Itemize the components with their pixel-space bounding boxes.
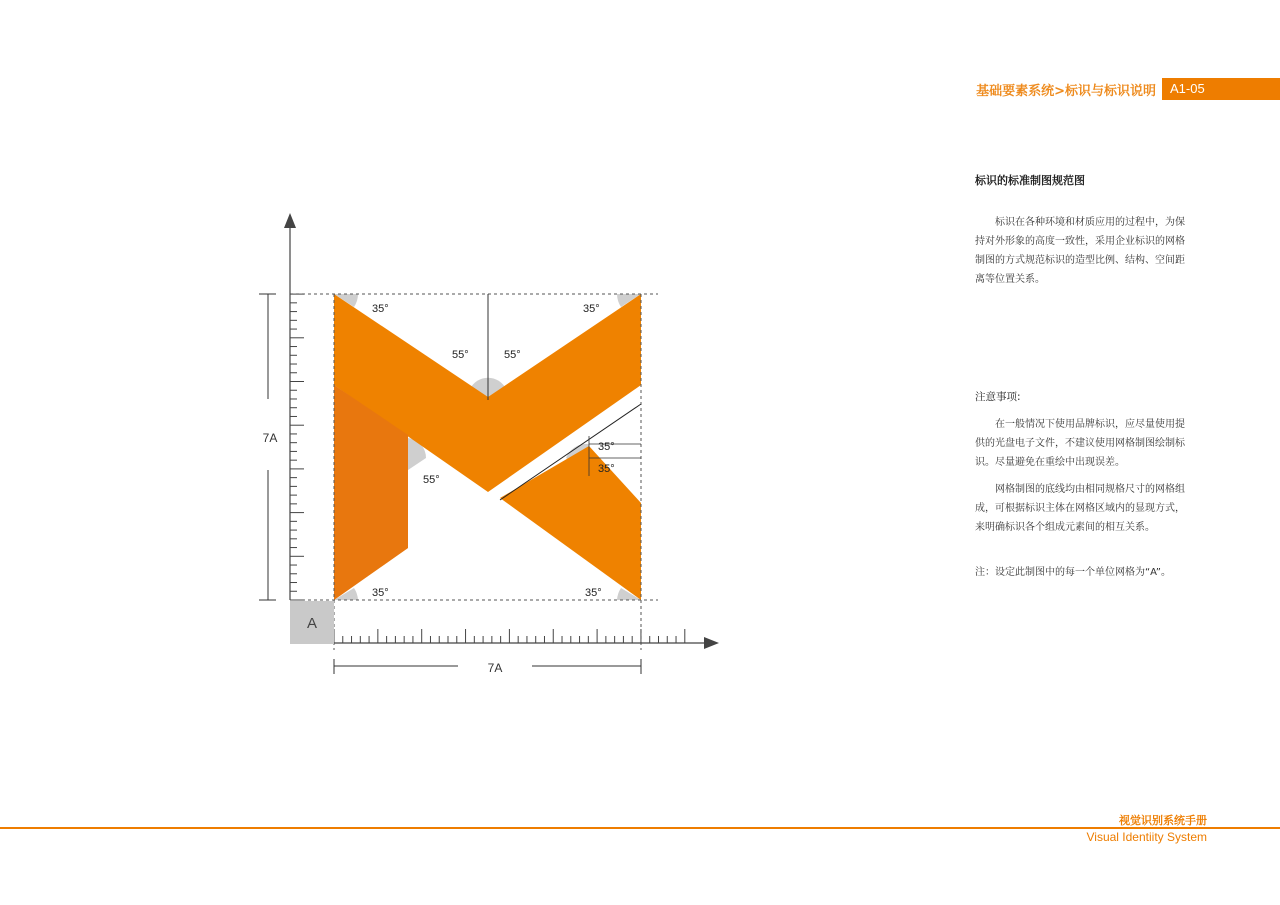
angle-label-top-left: 35° — [372, 303, 389, 315]
notes-title: 注意事项: — [975, 391, 1021, 403]
note-paragraph-2: 网格制图的底线均由相同规格尺寸的网格组成，可根据标识主体在网格区域内的显现方式，来明确标识各个组成元素间的相互关系。 — [975, 484, 1185, 533]
height-dimension — [259, 294, 276, 600]
footer-title-cn: 视觉识别系统手册 — [1119, 814, 1207, 827]
x-ruler-ticks — [334, 629, 685, 643]
angle-label-bottom-right: 35° — [585, 587, 602, 599]
height-label: 7A — [262, 431, 278, 445]
page-code-badge — [1162, 78, 1280, 100]
angle-label-right-lower: 35° — [598, 463, 615, 475]
angle-label-bottom-left: 35° — [372, 587, 389, 599]
note-paragraph-1: 在一般情况下使用品牌标识，应尽量使用提供的光盘电子文件，不建议使用网格制图绘制标识。尽量避免在重绘中出现误差。 — [975, 419, 1185, 468]
page-code: A1-05 — [1170, 81, 1205, 96]
angle-label-top-right: 35° — [583, 303, 600, 315]
x-axis-arrow — [704, 637, 719, 649]
logo-right-piece — [500, 446, 641, 600]
section-title: 标识的标准制图规范图 — [975, 174, 1085, 187]
intro-paragraph: 标识在各种环境和材质应用的过程中，为保持对外形象的高度一致性，采用企业标识的网格制图的方式规范标识的造型比例、结构、空间距离等位置关系。 — [975, 217, 1185, 285]
footer-title-en: Visual Identiity System — [1086, 830, 1207, 844]
angle-label-center-right: 55° — [504, 349, 521, 361]
y-ruler-ticks — [290, 294, 304, 600]
header-title: 基础要素系统>标识与标识说明 — [976, 84, 1156, 99]
angle-label-right-upper: 35° — [598, 441, 615, 453]
note-paragraph-3: 注：设定此制图中的每一个单位网格为“A”。 — [975, 567, 1171, 578]
y-axis-arrow — [284, 213, 296, 228]
footer-divider — [0, 827, 1280, 829]
logo-grid-diagram — [0, 0, 760, 700]
width-label: 7A — [487, 661, 503, 675]
unit-box-label: A — [306, 615, 318, 632]
angle-label-center-left: 55° — [452, 349, 469, 361]
angle-label-inner-left: 55° — [423, 474, 440, 486]
